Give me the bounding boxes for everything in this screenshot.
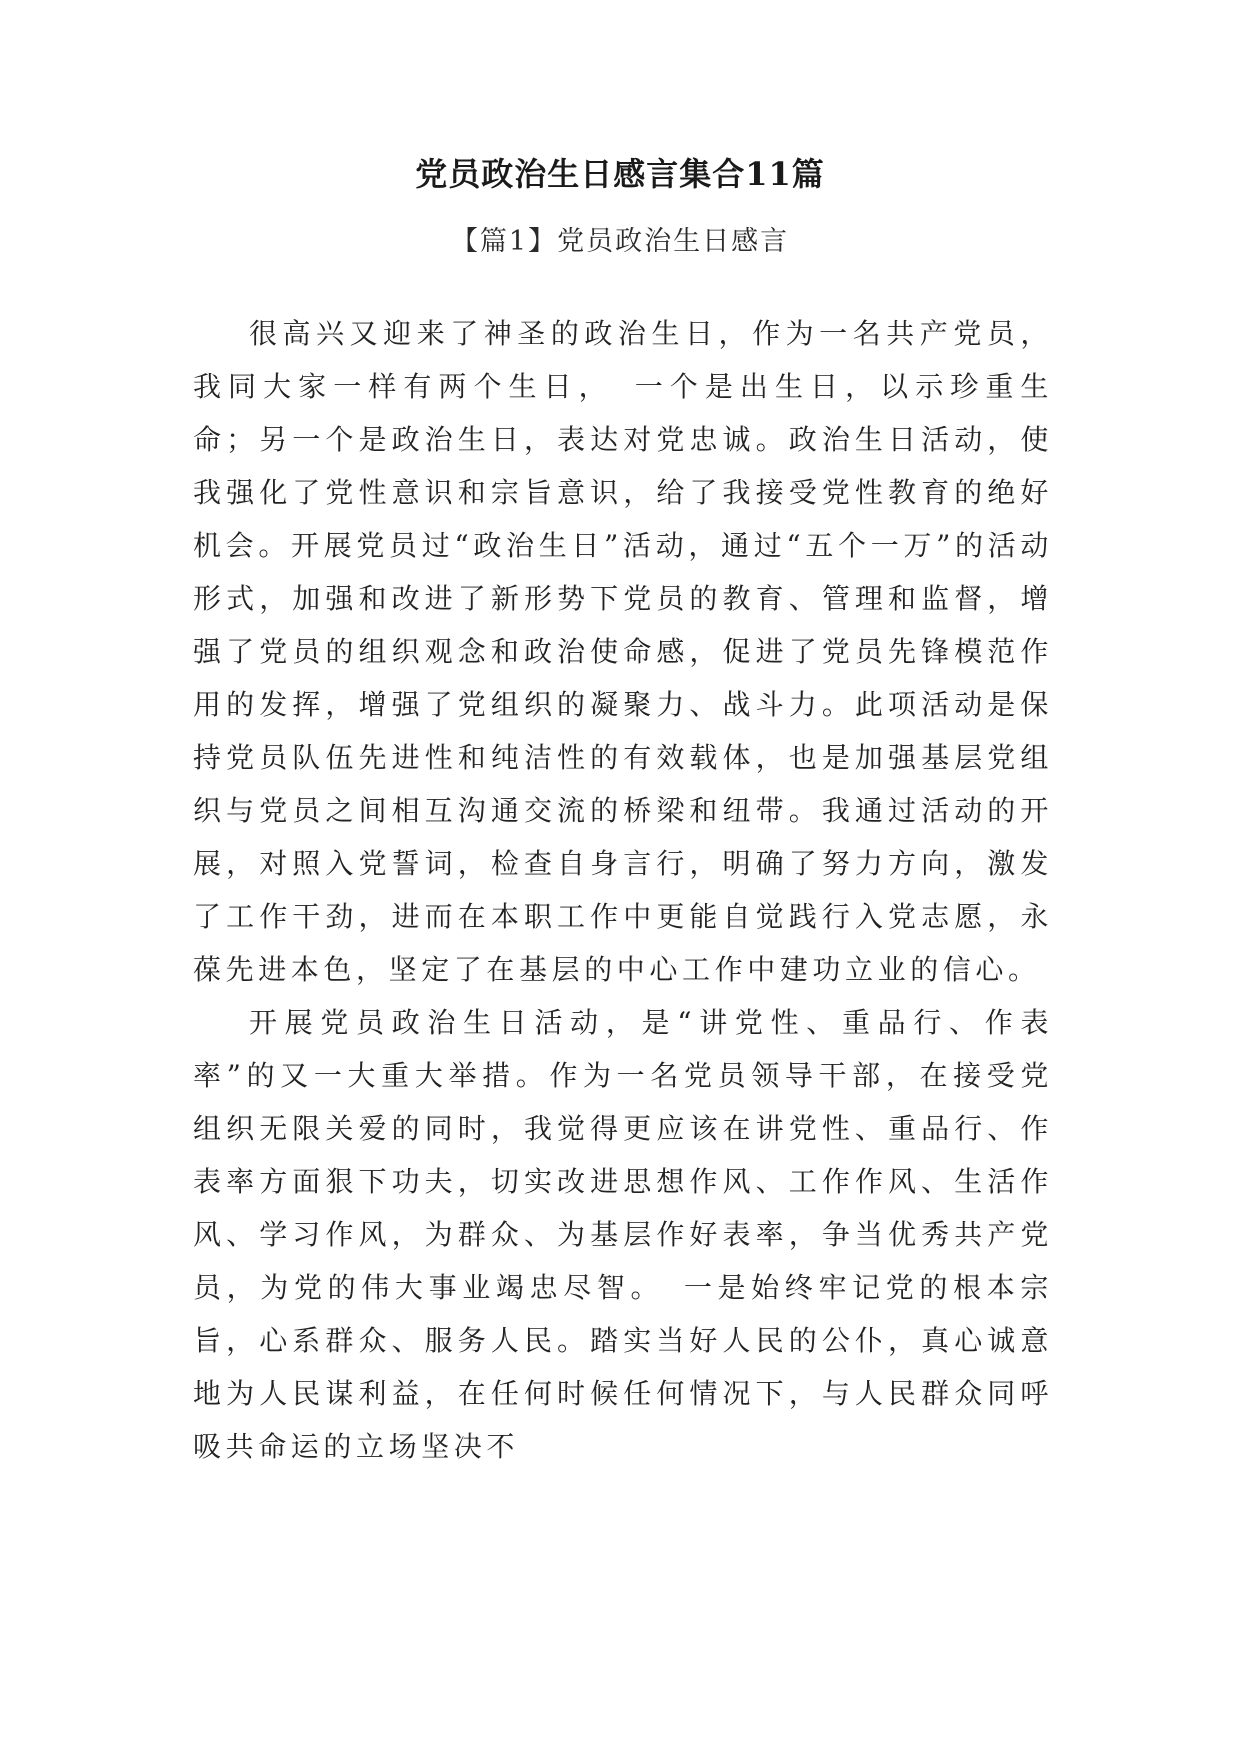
document-title: 党员政治生日感言集合11篇 [415,155,825,193]
body-paragraph-block-1 [193,307,1053,996]
body-paragraph-block-2 [193,996,1053,1473]
body-paragraph-1: 很高兴又迎来了神圣的政治生日，作为一名共产党员，我同大家一样有两个生日， 一个是出生日，以示珍重生命；另一个是政治生日，表达对党忠诚。政治生日活动，使我强化了党性意识和宗旨意识，给了我接受党性教育的绝好机会。开展党员过“政治生日”活动，通过“五个一万”的活动形式，加强和改进了新形势下党员的教育、管理和监督，增强了党员的组织观念和政治使命感，促进了党员先锋模范作用的发挥，增强了党组织的凝聚力、战斗力。此项活动是保持党员队伍先进性和纯洁性的有效载体，也是加强基层党组织与党员之间相互沟通交流的桥梁和纽带。我通过活动的开展，对照入党誓词，检查自身言行，明确了努力方向，激发了工作干劲，进而在本职工作中更能自觉践行入党志愿，永葆先进本色，坚定了在基层的中心工作中建功立业的信心。 [193,317,1053,986]
section-heading: 【篇1】党员政治生日感言 [450,226,790,257]
body-paragraph-2: 开展党员政治生日活动，是“讲党性、重品行、作表率”的又一大重大举措。作为一名党员领导干部，在接受党组织无限关爱的同时，我觉得更应该在讲党性、重品行、作表率方面狠下功夫，切实改进思想作风、工作作风、生活作风、学习作风，为群众、为基层作好表率，争当优秀共产党员，为党的伟大事业竭忠尽智。 一是始终牢记党的根本宗旨，心系群众、服务人民。踏实当好人民的公仆，真心诚意地为人民谋利益，在任何时候任何情况下，与人民群众同呼吸共命运的立场坚决不 [193,1006,1053,1463]
